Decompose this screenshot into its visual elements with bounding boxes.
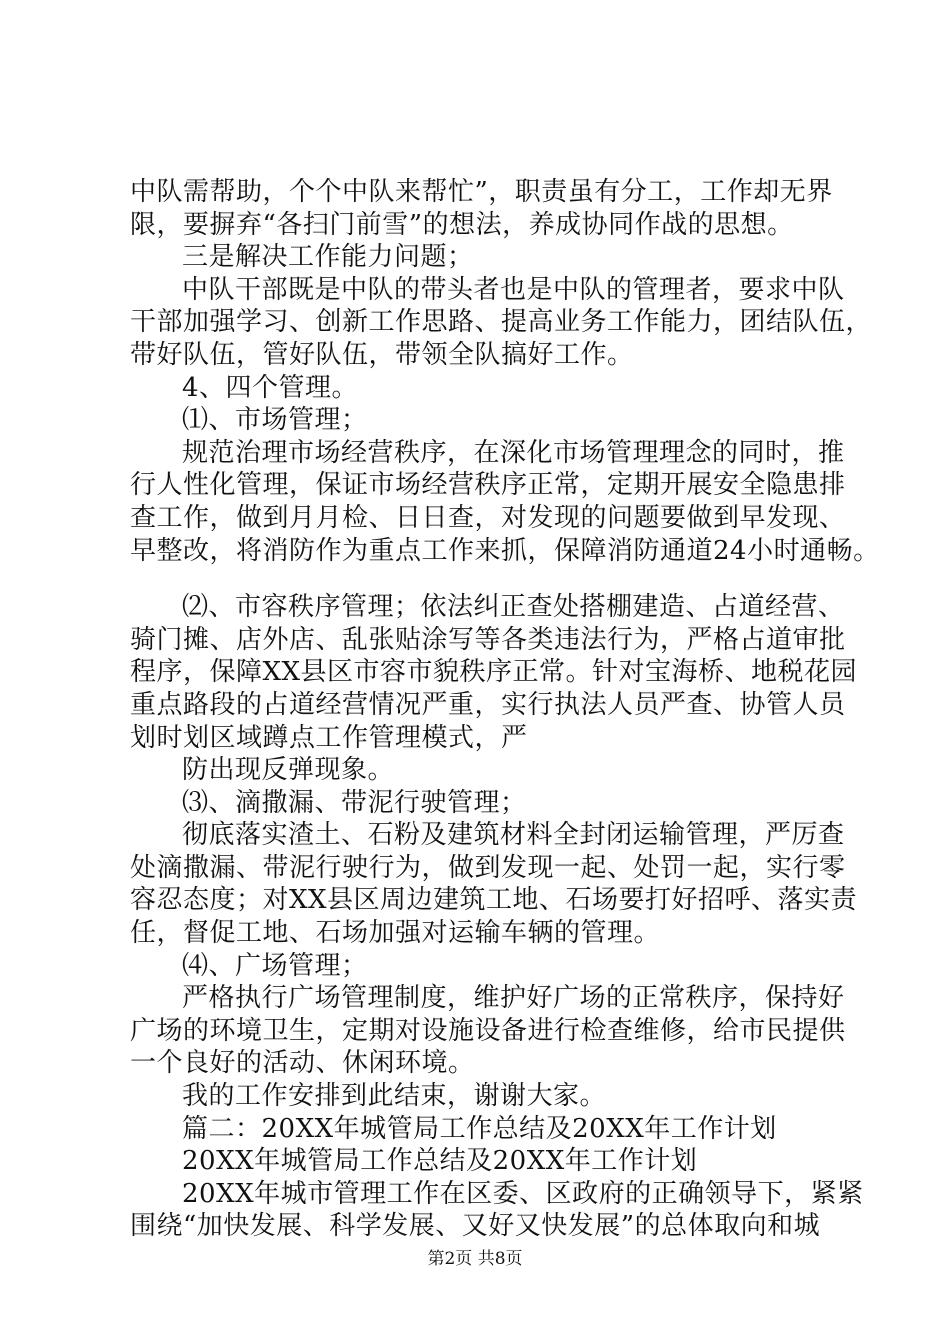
text-line: ⑷、广场管理； (182, 950, 368, 981)
text-line: 4、四个管理。 (182, 372, 359, 403)
text-line: 划时划区域蹲点工作管理模式，严 (130, 722, 528, 753)
text-line: 行人性化管理，保证市场经营秩序正常，定期开展安全隐患排 (130, 470, 846, 501)
text-line: 20XX年城管局工作总结及20XX年工作计划 (182, 1146, 698, 1177)
text-line: 20XX年城市管理工作在区委、区政府的正确领导下，紧紧 (182, 1178, 864, 1209)
page-footer: 第2页 共8页 (427, 1249, 523, 1269)
text-line: 骑门摊、店外店、乱张贴涂写等各类违法行为，严格占道审批 (130, 624, 846, 655)
text-line: 中队需帮助，个个中队来帮忙”，职责虽有分工，工作却无界 (130, 177, 833, 207)
text-line: 程序，保障XX县区市容市貌秩序正常。针对宝海桥、地税花园 (130, 657, 858, 688)
text-line: 一个良好的活动、休闲环境。 (130, 1048, 475, 1079)
text-line: 任，督促工地、石场加强对运输车辆的管理。 (130, 918, 661, 949)
text-line: 查工作，做到月月检、日日查，对发现的问题要做到早发现、 (130, 502, 846, 533)
paragraph-gap (130, 567, 830, 591)
text-line: 早整改，将消防作为重点工作来抓，保障消防通道24小时通畅。 (130, 535, 880, 566)
text-line: 限，要摒弃“各扫门前雪”的想法，养成协同作战的思想。 (130, 209, 794, 240)
text-line: 我的工作安排到此结束，谢谢大家。 (182, 1081, 607, 1112)
text-line: ⑶、滴撒漏、带泥行驶管理； (182, 787, 527, 818)
text-line: 处滴撒漏、带泥行驶行为，做到发现一起、处罚一起，实行零 (130, 852, 846, 883)
text-line: 围绕“加快发展、科学发展、又好又快发展”的总体取向和城 (130, 1211, 821, 1242)
text-line: 防出现反弹现象。 (182, 755, 395, 786)
text-line: 广场的环境卫生，定期对设施设备进行检查维修，给市民提供 (130, 1015, 846, 1046)
text-line: ⑴、市场管理； (182, 405, 368, 436)
text-line: 干部加强学习、创新工作思路、提高业务工作能力，团结队伍， (130, 307, 873, 338)
document-body (130, 176, 880, 1243)
text-line: 三是解决工作能力问题； (182, 242, 474, 273)
text-line: ⑵、市容秩序管理；依法纠正查处搭棚建造、占道经营、 (182, 592, 845, 623)
text-line: 带好队伍，管好队伍，带领全队搞好工作。 (130, 339, 634, 370)
text-line: 容忍态度；对XX县区周边建筑工地、石场要打好招呼、落实责 (130, 885, 858, 916)
text-line: 中队干部既是中队的带头者也是中队的管理者，要求中队 (182, 274, 845, 305)
text-line: 重点路段的占道经营情况严重，实行执法人员严查、协管人员 (130, 689, 846, 720)
text-line: 篇二：20XX年城管局工作总结及20XX年工作计划 (182, 1113, 777, 1144)
text-line: 严格执行广场管理制度，维护好广场的正常秩序，保持好 (182, 983, 845, 1014)
text-line: 彻底落实渣土、石粉及建筑材料全封闭运输管理，严厉查 (182, 820, 845, 851)
text-line: 规范治理市场经营秩序，在深化市场管理理念的同时，推 (182, 437, 845, 468)
